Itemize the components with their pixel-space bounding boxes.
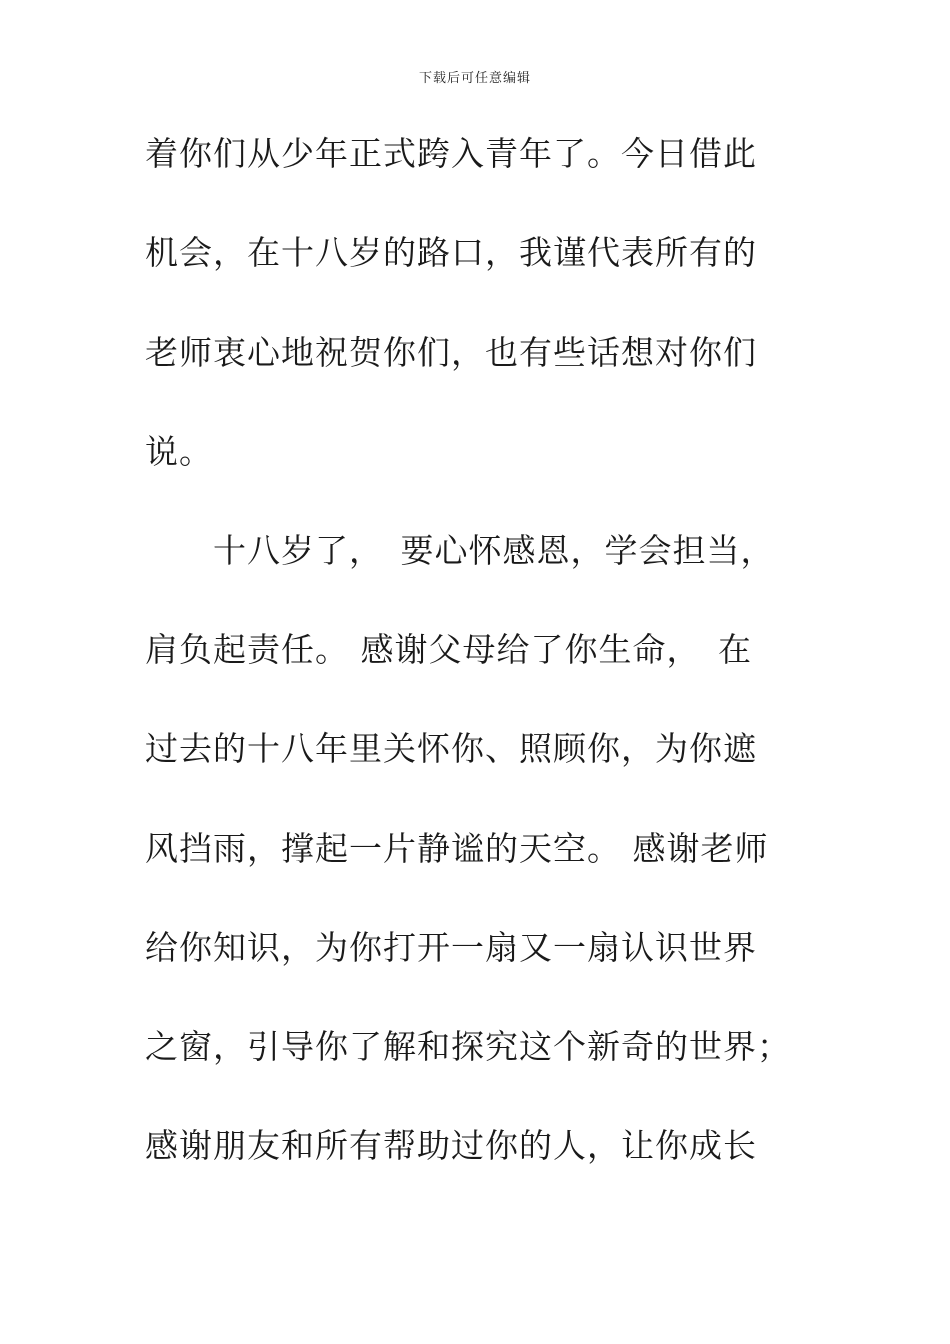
text-line: 风挡雨，撑起一片静谧的天空。 感谢老师: [145, 829, 769, 868]
text-line: 感谢朋友和所有帮助过你的人，让你成长: [145, 1126, 757, 1165]
page-header-note: 下载后可任意编辑: [418, 71, 531, 86]
text-line: 机会，在十八岁的路口，我谨代表所有的: [145, 233, 757, 272]
text-line: 十八岁了， 要心怀感恩，学会担当，: [145, 531, 775, 570]
text-line: 着你们从少年正式跨入青年了。今日借此: [145, 134, 757, 173]
text-line: 之窗，引导你了解和探究这个新奇的世界；: [145, 1027, 791, 1066]
text-line: 给你知识，为你打开一扇又一扇认识世界: [145, 928, 757, 967]
text-line: 老师衷心地祝贺你们，也有些话想对你们: [145, 333, 757, 372]
text-line: 说。: [145, 432, 213, 471]
text-line: 肩负起责任。 感谢父母给了你生命， 在: [145, 630, 752, 669]
text-line: 过去的十八年里关怀你、照顾你，为你遮: [145, 729, 757, 768]
